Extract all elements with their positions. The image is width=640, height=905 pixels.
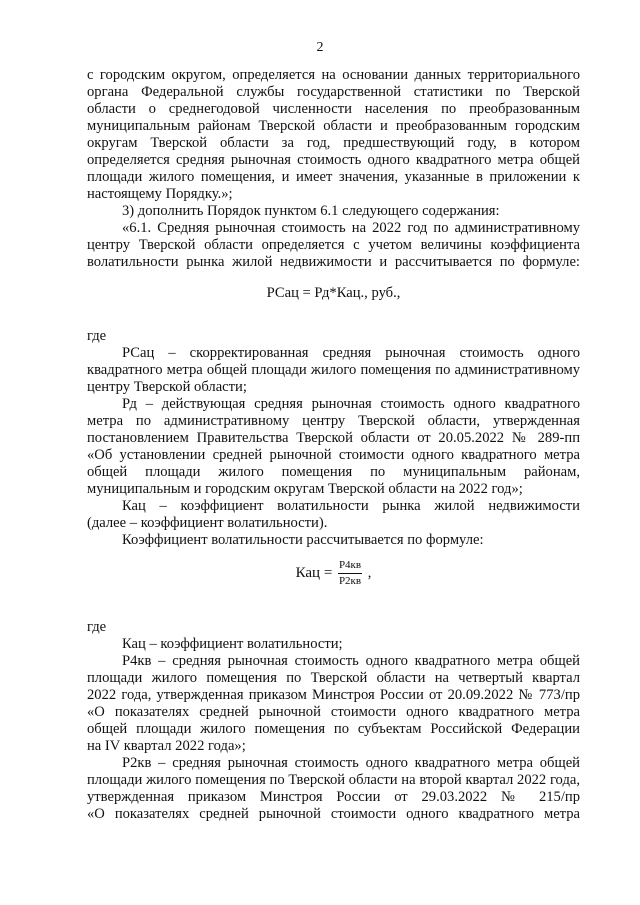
formula-numerator: Р4кв	[338, 559, 362, 574]
text-line: «О показателях средней рыночной стоимости одного квадратного метра	[87, 806, 580, 822]
text-line: муниципальным и городским округам Тверской области на 2022 год»;	[87, 481, 523, 497]
text-line: общей площади жилого помещения по муниципальным районам,	[87, 464, 580, 480]
formula-lhs: Кац =	[295, 565, 333, 581]
text-line: волатильности рынка жилой недвижимости и рассчитывается по формуле:	[87, 254, 580, 270]
formula-tail: ,	[367, 565, 372, 581]
text-line: «О показателях средней рыночной стоимости одного квадратного метра	[87, 704, 580, 720]
text-line: на IV квартал 2022 года»;	[87, 738, 246, 754]
text-line: общей площади жилого помещения по субъектам Российской Федерации	[87, 721, 580, 737]
formula-denominator: Р2кв	[338, 575, 362, 587]
paragraph-block-middle	[87, 328, 580, 549]
text-line: Р2кв – средняя рыночная стоимость одного квадратного метра общей	[122, 755, 580, 771]
text-line: РСац – скорректированная средняя рыночная стоимость одного	[122, 345, 580, 361]
formula-fraction	[338, 559, 362, 588]
text-line: области о среднегодовой численности населения по преобразованным	[87, 101, 580, 117]
text-line: площади жилого помещения по Тверской области на второй квартал 2022 года,	[87, 772, 580, 788]
text-line: утвержденная приказом Минстроя России от 29.03.2022 № 215/пр	[87, 789, 580, 805]
text-line: Рд – действующая средняя рыночная стоимость одного квадратного	[122, 396, 580, 412]
text-line: центру Тверской области определяется с учетом величины коэффициента	[87, 237, 580, 253]
page-number: 2	[316, 40, 324, 55]
text-line: округам Тверской области за год, предшествующий году, в котором	[87, 135, 580, 151]
text-line: «Об установлении средней рыночной стоимости одного квадратного метра	[87, 447, 580, 463]
text-line: квадратного метра общей площади жилого помещения по административному	[87, 362, 580, 378]
text-line: Кац – коэффициент волатильности рынка жилой недвижимости	[122, 498, 580, 514]
text-line: Р4кв – средняя рыночная стоимость одного квадратного метра общей	[122, 653, 580, 669]
text-line: 3) дополнить Порядок пунктом 6.1 следующего содержания:	[122, 203, 500, 219]
text-line: где	[87, 328, 107, 344]
formula-adjusted-cost: РСац = Рд*Кац., руб.,	[266, 285, 401, 301]
text-line: площади жилого помещения по Тверской области на четвертый квартал	[87, 670, 580, 686]
text-line: 2022 года, утвержденная приказом Минстроя России от 20.09.2022 № 773/пр	[87, 687, 580, 703]
text-line: постановлением Правительства Тверской области от 20.05.2022 № 289-пп	[87, 430, 580, 446]
text-line: «6.1. Средняя рыночная стоимость на 2022 год по административному	[122, 220, 580, 236]
document-body	[87, 67, 580, 823]
text-line: с городским округом, определяется на основании данных территориального	[87, 67, 580, 83]
text-line: центру Тверской области;	[87, 379, 247, 395]
text-line: органа Федеральной службы государственной статистики по Тверской	[87, 84, 580, 100]
text-line: (далее – коэффициент волатильности).	[87, 515, 328, 531]
paragraph-block-bottom	[87, 619, 580, 823]
text-line: метра по административному центру Тверской области, утвержденная	[87, 413, 580, 429]
text-line: где	[87, 619, 107, 635]
text-line: площади жилого помещения, и имеет значения, указанные в приложении к	[87, 169, 580, 185]
text-line: определяется средняя рыночная стоимость одного квадратного метра общей	[87, 152, 580, 168]
text-line: Коэффициент волатильности рассчитывается по формуле:	[122, 532, 484, 548]
text-line: настоящему Порядку.»;	[87, 186, 233, 202]
text-line: Кац – коэффициент волатильности;	[122, 636, 343, 652]
formula-volatility-coefficient	[87, 549, 580, 619]
paragraph-block-top	[87, 67, 580, 271]
text-line: муниципальным районам Тверской области и преобразованным городским	[87, 118, 580, 134]
